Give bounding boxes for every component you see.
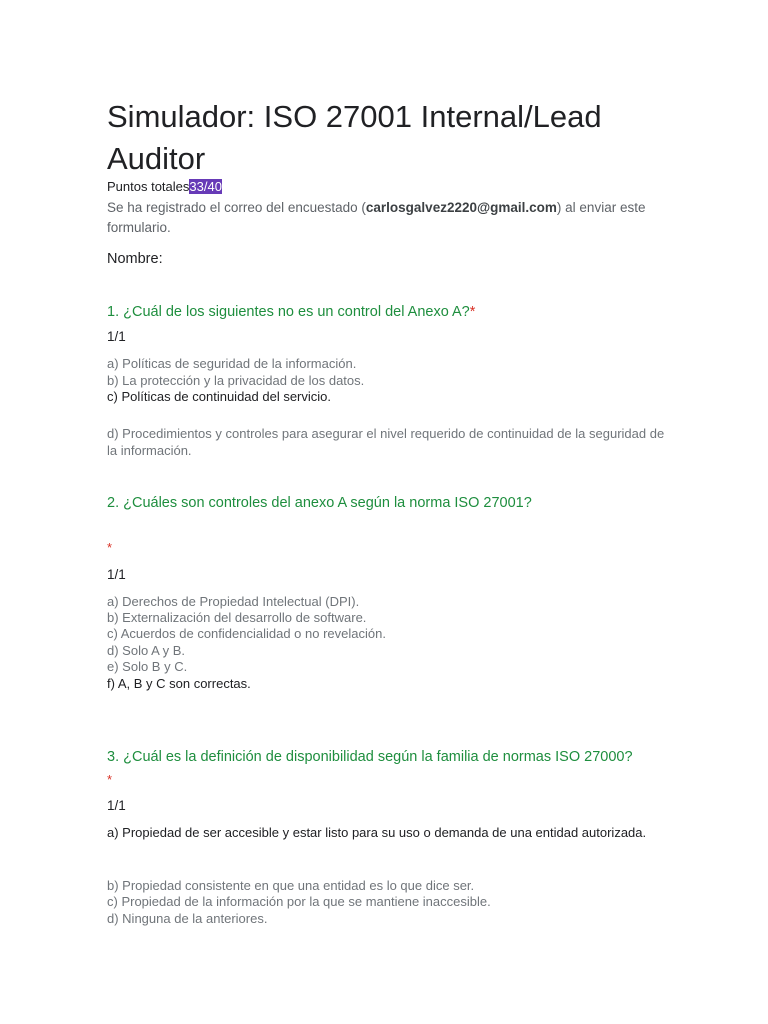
answer-option: e) Solo B y C. (107, 659, 188, 674)
answer-option-selected: a) Propiedad de ser accesible y estar listo para su uso o demanda de una entidad autorizada. (107, 825, 647, 840)
score-line (107, 179, 222, 195)
respondent-email-note (107, 198, 667, 238)
score-label: Puntos totales (107, 179, 190, 194)
answer-option: d) Ninguna de la anteriores. (107, 911, 268, 926)
answer-option-selected: c) Políticas de continuidad del servicio. (107, 389, 332, 404)
answer-option: b) Propiedad consistente en que una entidad es lo que dice ser. (107, 878, 475, 893)
question-points: 1/1 (107, 567, 126, 582)
question-title: 3. ¿Cuál es la definición de disponibilidad según la familia de normas ISO 27000? (107, 749, 633, 765)
email-note-suffix: ) al enviar este formulario. (107, 200, 646, 235)
required-asterisk: * (107, 540, 113, 555)
email-note-prefix: Se ha registrado el correo del encuestado ( (107, 200, 366, 215)
name-field-label: Nombre: (107, 251, 163, 267)
required-asterisk: * (107, 772, 113, 787)
answer-option: a) Derechos de Propiedad Intelectual (DPI). (107, 594, 360, 609)
answer-option: c) Propiedad de la información por la que se mantiene inaccesible. (107, 894, 491, 909)
form-title: Simulador: ISO 27001 Internal/Lead Auditor (107, 99, 602, 176)
question-points: 1/1 (107, 329, 126, 344)
answer-option: a) Políticas de seguridad de la información. (107, 356, 357, 371)
answer-option-selected: f) A, B y C son correctas. (107, 676, 251, 691)
answer-option: b) Externalización del desarrollo de software. (107, 610, 367, 625)
question-title (107, 303, 667, 321)
question-title: 2. ¿Cuáles son controles del anexo A según la norma ISO 27001? (107, 495, 532, 511)
answer-option: d) Solo A y B. (107, 643, 186, 658)
required-asterisk: * (469, 304, 476, 320)
respondent-email: carlosgalvez2220@gmail.com (365, 200, 557, 215)
answer-option: c) Acuerdos de confidencialidad o no revelación. (107, 626, 386, 641)
question-title-text: 1. ¿Cuál de los siguientes no es un control del Anexo A? (107, 304, 470, 320)
score-badge: 33/40 (189, 179, 222, 194)
answer-option: b) La protección y la privacidad de los datos. (107, 373, 365, 388)
question-points: 1/1 (107, 798, 126, 813)
answer-option: d) Procedimientos y controles para asegurar el nivel requerido de continuidad de la seguridad de la información. (107, 426, 665, 458)
